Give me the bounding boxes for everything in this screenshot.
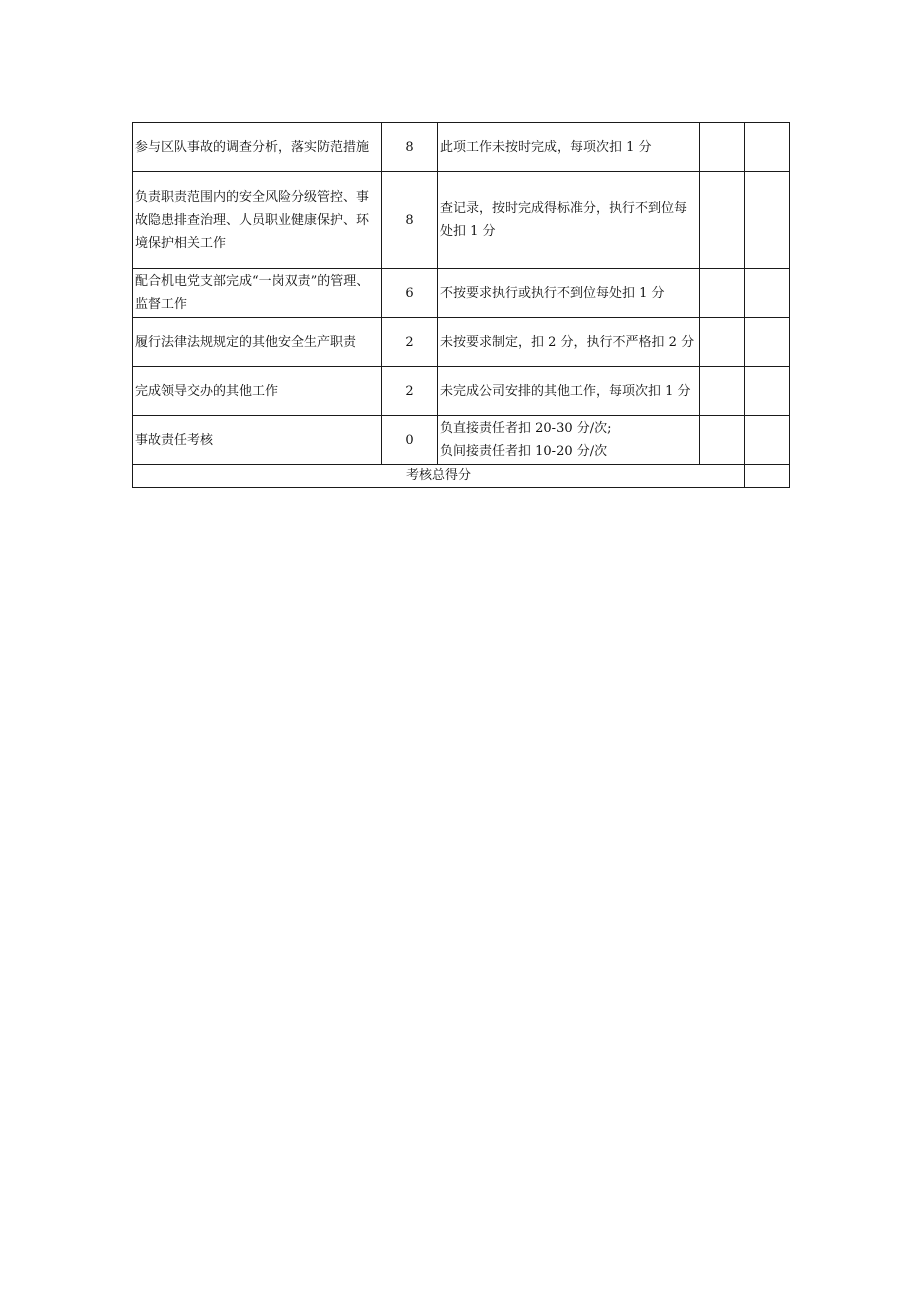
table-row <box>133 172 790 269</box>
rule-cell <box>438 416 700 465</box>
self-score-cell[interactable] <box>700 416 745 465</box>
total-row <box>133 465 790 488</box>
item-cell: 履行法律法规规定的其他安全生产职责 <box>133 318 382 367</box>
score-cell: 2 <box>382 367 438 416</box>
rule-line: 负直接责任者扣 20-30 分/次; <box>440 421 612 436</box>
final-score-cell[interactable] <box>745 269 790 318</box>
final-score-cell[interactable] <box>745 416 790 465</box>
score-cell: 8 <box>382 123 438 172</box>
item-cell: 负责职责范围内的安全风险分级管控、事故隐患排查治理、人员职业健康保护、环境保护相关工作 <box>133 172 382 269</box>
table-row <box>133 269 790 318</box>
score-cell: 2 <box>382 318 438 367</box>
final-score-cell[interactable] <box>745 367 790 416</box>
self-score-cell[interactable] <box>700 172 745 269</box>
assessment-table <box>132 122 790 488</box>
table-row <box>133 416 790 465</box>
assessment-sheet <box>132 122 789 488</box>
final-score-cell[interactable] <box>745 123 790 172</box>
total-score-cell[interactable] <box>745 465 790 488</box>
self-score-cell[interactable] <box>700 269 745 318</box>
item-cell: 配合机电党支部完成“一岗双责”的管理、监督工作 <box>133 269 382 318</box>
rule-cell: 未按要求制定，扣 2 分，执行不严格扣 2 分 <box>438 318 700 367</box>
table-row <box>133 367 790 416</box>
self-score-cell[interactable] <box>700 367 745 416</box>
table-row <box>133 123 790 172</box>
self-score-cell[interactable] <box>700 318 745 367</box>
final-score-cell[interactable] <box>745 318 790 367</box>
self-score-cell[interactable] <box>700 123 745 172</box>
item-cell: 事故责任考核 <box>133 416 382 465</box>
rule-cell: 不按要求执行或执行不到位每处扣 1 分 <box>438 269 700 318</box>
item-cell: 完成领导交办的其他工作 <box>133 367 382 416</box>
rule-cell: 未完成公司安排的其他工作，每项次扣 1 分 <box>438 367 700 416</box>
table-row <box>133 318 790 367</box>
score-cell: 6 <box>382 269 438 318</box>
final-score-cell[interactable] <box>745 172 790 269</box>
rule-cell: 此项工作未按时完成，每项次扣 1 分 <box>438 123 700 172</box>
rule-cell: 查记录，按时完成得标准分，执行不到位每处扣 1 分 <box>438 172 700 269</box>
rule-line: 负间接责任者扣 10-20 分/次 <box>440 444 608 459</box>
score-cell: 0 <box>382 416 438 465</box>
item-cell: 参与区队事故的调查分析，落实防范措施 <box>133 123 382 172</box>
score-cell: 8 <box>382 172 438 269</box>
total-label: 考核总得分 <box>133 465 745 488</box>
